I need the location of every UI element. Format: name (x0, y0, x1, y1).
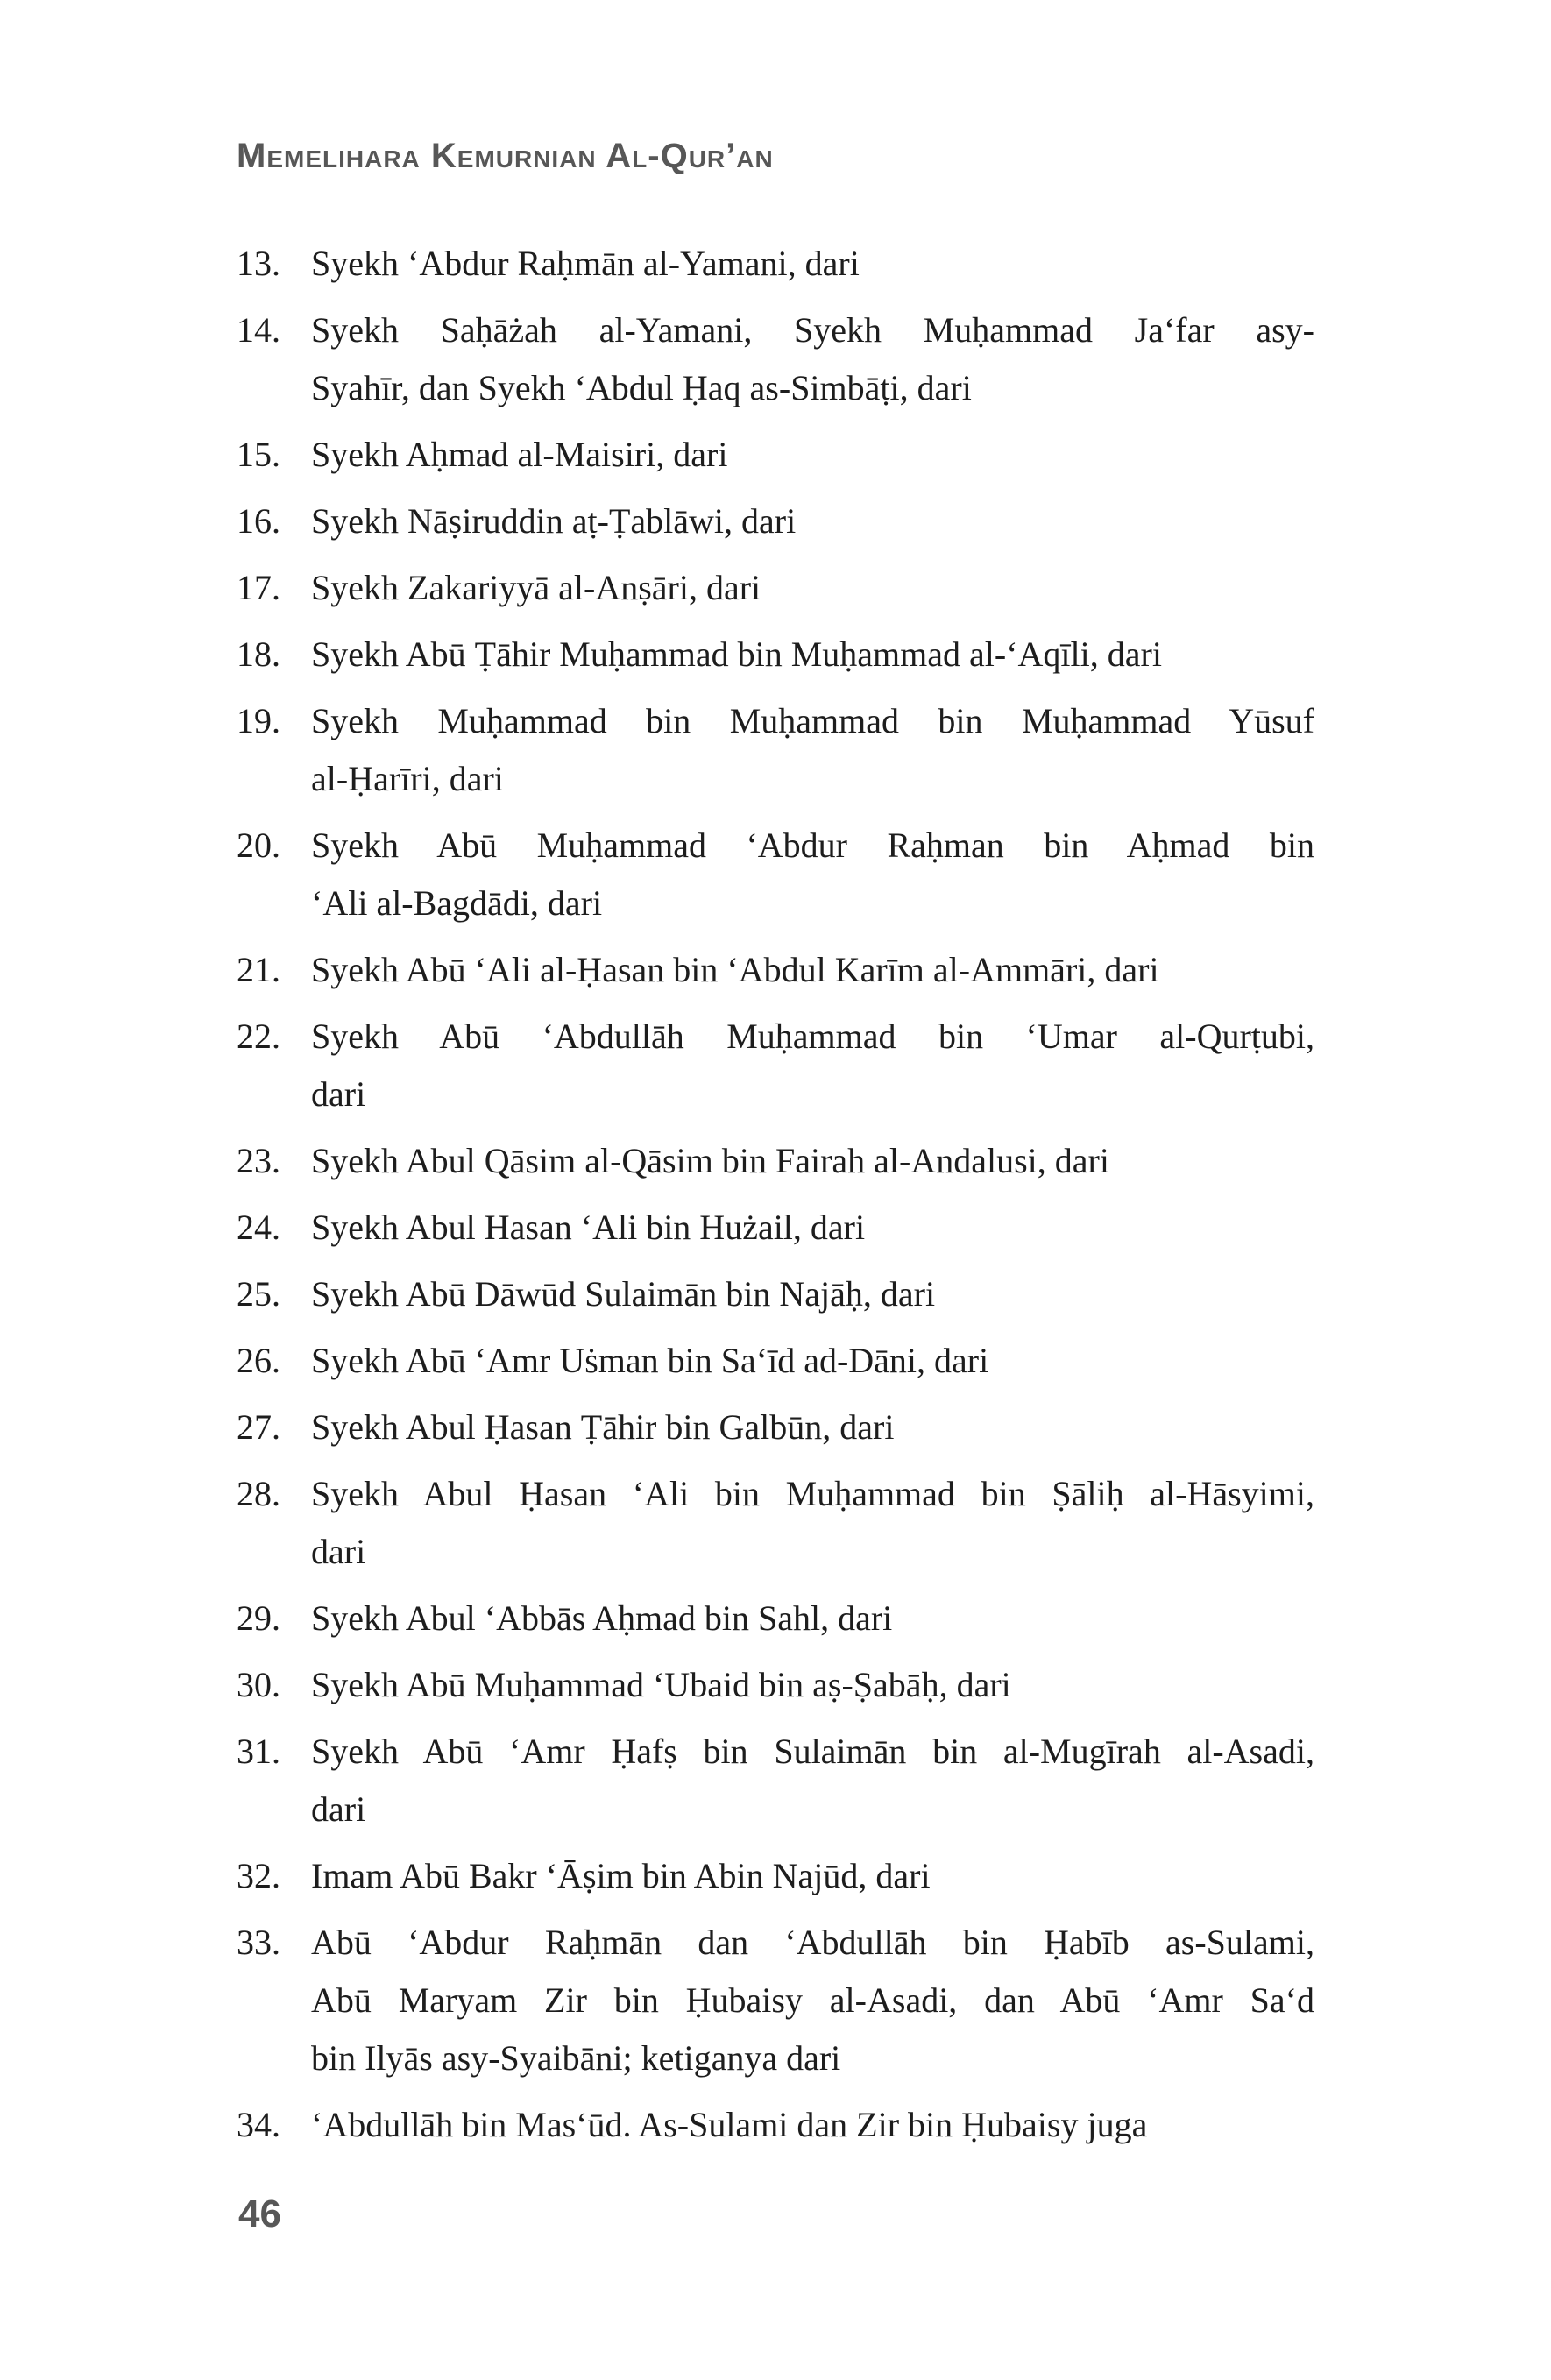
list-item (237, 941, 1314, 999)
list-item-line: dari (311, 1532, 366, 1571)
list-item-line: Syekh Abul ‘Abbās Aḥmad bin Sahl, dari (311, 1598, 893, 1638)
list-item (237, 1914, 1314, 2087)
list-item-line: Syekh Aḥmad al-Maisiri, dari (311, 435, 728, 474)
list-item-line: Syekh Abū ‘Amr Uṡman bin Sa‘īd ad-Dāni, dari (311, 1341, 989, 1380)
list-item-line: Syekh Nāṣiruddin aṭ-Ṭablāwi, dari (311, 501, 797, 541)
list-item-line: Syekh Abul Ḥasan ‘Ali bin Muḥammad bin Ṣāliḥ al-Hāsyimi, (311, 1474, 1314, 1513)
list-item (237, 1332, 1314, 1390)
list-item-line: Syekh Zakariyyā al-Anṣāri, dari (311, 568, 761, 607)
list-item-number: 34. (237, 2105, 280, 2144)
list-item (237, 1656, 1314, 1714)
transmission-list (237, 235, 1314, 2163)
list-item-number: 19. (237, 701, 280, 740)
list-item-number: 22. (237, 1016, 280, 1056)
list-item (237, 1008, 1314, 1123)
list-item-number: 15. (237, 435, 280, 474)
list-item-line: Syekh Abū Ṭāhir Muḥammad bin Muḥammad al-‘Aqīli, dari (311, 634, 1162, 674)
list-item-line: dari (311, 1074, 366, 1114)
list-item (237, 1465, 1314, 1581)
list-item (237, 1399, 1314, 1456)
list-item-line: Syekh Abul Hasan ‘Ali bin Hużail, dari (311, 1208, 866, 1247)
list-item-number: 26. (237, 1341, 280, 1380)
list-item (237, 301, 1314, 417)
list-item (237, 1132, 1314, 1190)
list-item-line: Abū ‘Abdur Raḥmān dan ‘Abdullāh bin Ḥabīb as-Sulami, (311, 1923, 1314, 1962)
list-item (237, 235, 1314, 293)
list-item (237, 2096, 1314, 2154)
list-item-line: Syekh Abū Muḥammad ‘Abdur Raḥman bin Aḥmad bin (311, 825, 1314, 865)
list-item-number: 16. (237, 501, 280, 541)
list-item (237, 1265, 1314, 1323)
list-item-line: Imam Abū Bakr ‘Āṣim bin Abin Najūd, dari (311, 1856, 931, 1895)
list-item-line: Syekh Abū Dāwūd Sulaimān bin Najāḥ, dari (311, 1274, 936, 1314)
running-header: Memelihara Kemurnian Al-Qur’an (237, 137, 774, 175)
list-item-number: 21. (237, 950, 280, 989)
list-item-number: 17. (237, 568, 280, 607)
list-item (237, 492, 1314, 550)
list-item (237, 1847, 1314, 1905)
list-item-number: 20. (237, 825, 280, 865)
list-item-number: 13. (237, 244, 280, 283)
list-item-line: dari (311, 1789, 366, 1829)
list-item-number: 14. (237, 310, 280, 350)
list-item-line: Syekh Abū ‘Amr Ḥafṣ bin Sulaimān bin al-Mugīrah al-Asadi, (311, 1732, 1314, 1771)
list-item-line: Syekh Abū ‘Abdullāh Muḥammad bin ‘Umar al-Qurṭubi, (311, 1016, 1314, 1056)
list-item (237, 1723, 1314, 1838)
list-item-number: 32. (237, 1856, 280, 1895)
list-item (237, 1199, 1314, 1257)
list-item-line: Syekh Muḥammad bin Muḥammad bin Muḥammad Yūsuf (311, 701, 1314, 740)
list-item-number: 29. (237, 1598, 280, 1638)
list-item (237, 426, 1314, 484)
list-item-line: Syekh Abū ‘Ali al-Ḥasan bin ‘Abdul Karīm al-Ammāri, dari (311, 950, 1159, 989)
list-item-line: Syekh Abul Qāsim al-Qāsim bin Fairah al-Andalusi, dari (311, 1141, 1109, 1180)
list-item-number: 23. (237, 1141, 280, 1180)
list-item-number: 24. (237, 1208, 280, 1247)
list-item-number: 27. (237, 1407, 280, 1447)
list-item-number: 33. (237, 1923, 280, 1962)
list-item-line: Syekh Abul Ḥasan Ṭāhir bin Galbūn, dari (311, 1407, 895, 1447)
list-item-line: Syekh Saḥāżah al-Yamani, Syekh Muḥammad Ja‘far asy- (311, 310, 1314, 350)
list-item-line: Abū Maryam Zir bin Ḥubaisy al-Asadi, dan Abū ‘Amr Sa‘d (311, 1980, 1314, 2020)
list-item-line: ‘Abdullāh bin Mas‘ūd. As-Sulami dan Zir bin Ḥubaisy juga (311, 2105, 1148, 2144)
list-item-line: ‘Ali al-Bagdādi, dari (311, 883, 603, 923)
list-item-line: Syekh Abū Muḥammad ‘Ubaid bin aṣ-Ṣabāḥ, dari (311, 1665, 1011, 1704)
list-item-line: Syahīr, dan Syekh ‘Abdul Ḥaq as-Simbāṭi, dari (311, 368, 972, 407)
list-item (237, 692, 1314, 808)
list-item (237, 817, 1314, 932)
list-item (237, 626, 1314, 684)
list-item (237, 559, 1314, 617)
list-item-number: 18. (237, 634, 280, 674)
list-item-number: 28. (237, 1474, 280, 1513)
list-item (237, 1590, 1314, 1647)
list-item-number: 30. (237, 1665, 280, 1704)
list-item-line: bin Ilyās asy-Syaibāni; ketiganya dari (311, 2038, 841, 2078)
list-item-line: al-Ḥarīri, dari (311, 759, 504, 798)
list-item-number: 31. (237, 1732, 280, 1771)
list-item-number: 25. (237, 1274, 280, 1314)
list-item-line: Syekh ‘Abdur Raḥmān al-Yamani, dari (311, 244, 860, 283)
page-number: 46 (238, 2192, 281, 2235)
